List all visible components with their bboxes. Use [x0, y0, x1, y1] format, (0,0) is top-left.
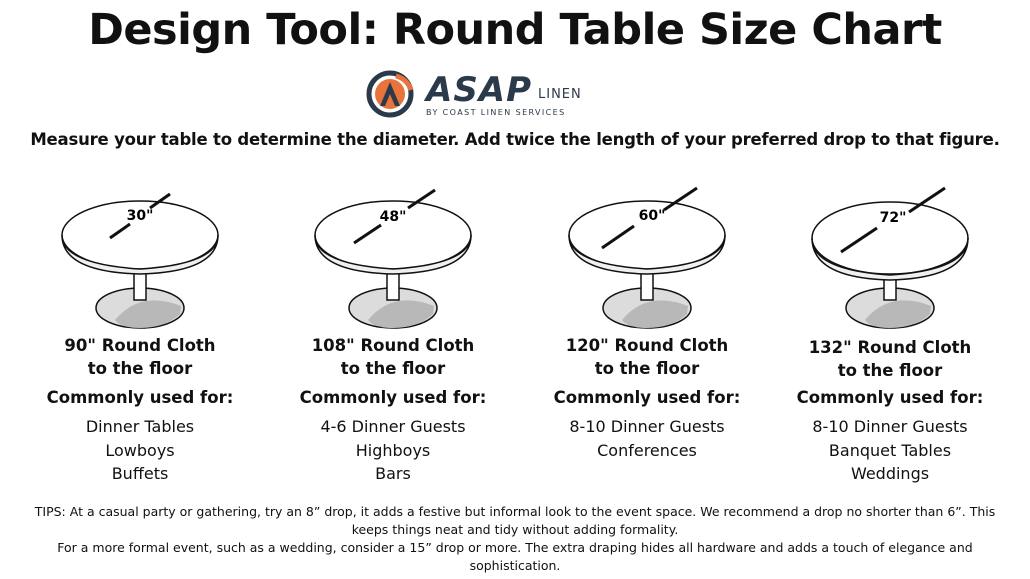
round-table-icon: [805, 168, 975, 330]
table-card-72: [775, 168, 1005, 486]
diameter-label: 48": [379, 209, 407, 225]
use-item: Banquet Tables: [828, 440, 952, 460]
cloth-size-line1: 90" Round Cloth: [64, 336, 216, 355]
tips-casual: TIPS: At a casual party or gathering, try an 8” drop, it adds a festive but informal look to the event space. We recommend a drop no shorter than 6”. This keeps things neat and tidy without adding formality.: [34, 504, 996, 537]
diameter-label: 60": [638, 208, 666, 224]
cloth-size: [278, 334, 508, 380]
use-item: 4-6 Dinner Guests: [320, 417, 466, 436]
table-card-60: [532, 168, 762, 462]
cloth-size-line2: to the floor: [594, 359, 700, 378]
round-table-icon: [308, 168, 478, 330]
use-item: Conferences: [597, 440, 697, 460]
tips-formal: For a more formal event, such as a wedding, consider a 15” drop or more. The extra draping hides all hardware and adds a touch of elegance and sophistication.: [57, 540, 973, 573]
cloth-size-line1: 108" Round Cloth: [311, 336, 475, 355]
use-item: Highboys: [355, 440, 431, 460]
commonly-used-heading: Commonly used for:: [553, 388, 741, 407]
commonly-used-heading: Commonly used for:: [46, 388, 234, 407]
table-card-48: [278, 168, 508, 486]
commonly-used-heading: Commonly used for:: [299, 388, 487, 407]
round-table-icon: [562, 168, 732, 330]
page-title: Design Tool: Round Table Size Chart: [88, 5, 942, 55]
use-item: Bars: [375, 464, 411, 483]
uses-list: [25, 415, 255, 486]
cloth-size-line1: 132" Round Cloth: [808, 338, 972, 357]
logo-brand-suffix: LINEN: [538, 87, 582, 102]
table-card-30: [25, 168, 255, 486]
use-item: 8-10 Dinner Guests: [569, 417, 725, 436]
commonly-used-heading: Commonly used for:: [796, 388, 984, 407]
use-item: Buffets: [111, 464, 169, 483]
cloth-size: [532, 334, 762, 380]
cloth-size-line2: to the floor: [87, 359, 193, 378]
instruction-text: Measure your table to determine the diameter. Add twice the length of your preferred drop to that figure.: [30, 130, 1000, 149]
cloth-size-line2: to the floor: [340, 359, 446, 378]
uses-list: [775, 415, 1005, 486]
cloth-size-line1: 120" Round Cloth: [565, 336, 729, 355]
diameter-label: 72": [879, 210, 907, 226]
use-item: Weddings: [850, 464, 930, 483]
asap-linen-logo: [366, 70, 596, 122]
diameter-label: 30": [126, 208, 154, 224]
logo-brand-text: ASAP: [426, 70, 533, 110]
use-item: 8-10 Dinner Guests: [812, 417, 968, 436]
tips-section: [30, 503, 1000, 575]
cloth-size: [25, 334, 255, 380]
logo-emblem-icon: [366, 70, 414, 118]
cloth-size-line2: to the floor: [837, 361, 943, 380]
uses-list: [532, 415, 762, 462]
cloth-size: [775, 336, 1005, 382]
logo-tagline: BY COAST LINEN SERVICES: [426, 108, 566, 117]
uses-list: [278, 415, 508, 486]
round-table-icon: [55, 168, 225, 330]
use-item: Dinner Tables: [85, 417, 195, 436]
use-item: Lowboys: [105, 440, 175, 460]
